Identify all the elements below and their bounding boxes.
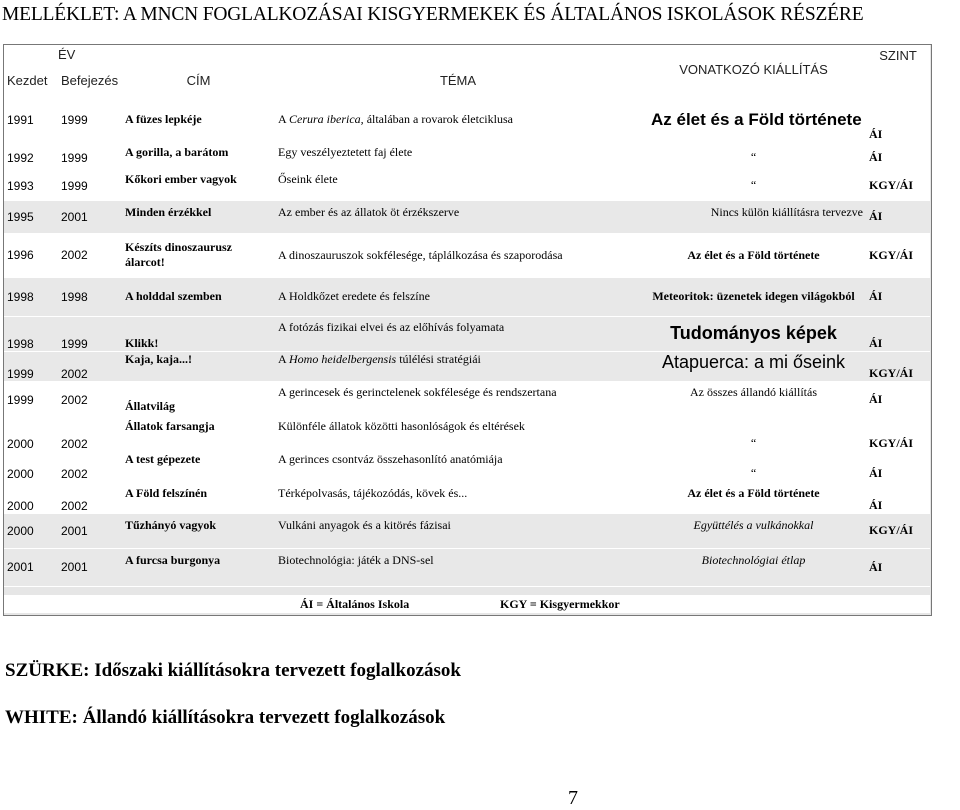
start-year: 1995 — [4, 200, 58, 233]
activity-topic: Vulkáni anyagok és a kitörés fázisai — [275, 513, 641, 548]
table-row — [4, 418, 930, 451]
activity-topic: A gerincesek és gerinctelenek sokfélesége és rendszertana — [275, 381, 641, 418]
end-year: 1999 — [58, 95, 122, 144]
activity-topic: A gerinces csontváz összehasonlító anatómiája — [275, 451, 641, 481]
related-exhibit: Tudományos képek — [641, 316, 866, 351]
related-exhibit: Az élet és a Föld története — [641, 233, 866, 277]
related-exhibit: “ — [641, 418, 866, 451]
level: ÁI — [866, 95, 930, 144]
level: KGY/ÁI — [866, 171, 930, 200]
start-year: 2000 — [4, 418, 58, 451]
activity-topic: Őseink élete — [275, 171, 641, 200]
activity-topic: Különféle állatok közötti hasonlóságok és eltérések — [275, 418, 641, 451]
activities-table — [4, 45, 930, 587]
related-exhibit: Meteoritok: üzenetek idegen világokból — [641, 277, 866, 316]
start-year: 2001 — [4, 548, 58, 586]
activity-title: A füzes lepkéje — [122, 95, 275, 144]
end-year: 1999 — [58, 171, 122, 200]
header-row-year — [4, 45, 930, 65]
start-year: 1999 — [4, 351, 58, 381]
activity-topic: Térképolvasás, tájékozódás, kövek és... — [275, 481, 641, 513]
note-gray: SZÜRKE: Időszaki kiállításokra tervezett foglalkozások — [5, 660, 461, 681]
table-row — [4, 277, 930, 316]
table-row — [4, 548, 930, 586]
start-year: 2000 — [4, 451, 58, 481]
activity-title: Tűzhányó vagyok — [122, 513, 275, 548]
start-year: 1998 — [4, 316, 58, 351]
level: ÁI — [866, 200, 930, 233]
legend-kgy: KGY = Kisgyermekkor — [500, 597, 620, 611]
activity-title: A gorilla, a barátom — [122, 144, 275, 171]
table-row — [4, 171, 930, 200]
activity-topic: A Homo heidelbergensis túlélési stratégiái — [275, 351, 641, 381]
table-row — [4, 481, 930, 513]
level: ÁI — [866, 548, 930, 586]
legend-ai: ÁI = Általános Iskola — [300, 597, 410, 611]
level: KGY/ÁI — [866, 513, 930, 548]
start-year: 1998 — [4, 277, 58, 316]
end-year: 1999 — [58, 144, 122, 171]
table-row — [4, 233, 930, 277]
end-year: 2002 — [58, 381, 122, 418]
level: ÁI — [866, 451, 930, 481]
activity-title: A test gépezete — [122, 451, 275, 481]
activity-topic: Egy veszélyeztetett faj élete — [275, 144, 641, 171]
related-exhibit: Az élet és a Föld története — [641, 481, 866, 513]
page-title: MELLÉKLET: A MNCN FOGLALKOZÁSAI KISGYERMEKEK ÉS ÁLTALÁNOS ISKOLÁSOK RÉSZÉRE — [2, 4, 864, 25]
table-row — [4, 144, 930, 171]
table-row — [4, 200, 930, 233]
level: KGY/ÁI — [866, 418, 930, 451]
end-year: 2001 — [58, 200, 122, 233]
related-exhibit: Atapuerca: a mi őseink — [641, 351, 866, 381]
table-row — [4, 95, 930, 144]
header-cim: CÍM — [122, 65, 275, 95]
level: KGY/ÁI — [866, 351, 930, 381]
start-year: 1993 — [4, 171, 58, 200]
activity-title: Kaja, kaja...! — [122, 351, 275, 381]
activity-topic: A fotózás fizikai elvei és az előhívás folyamata — [275, 316, 641, 351]
start-year: 2000 — [4, 481, 58, 513]
start-year: 1999 — [4, 381, 58, 418]
related-exhibit: “ — [641, 451, 866, 481]
table-row — [4, 316, 930, 351]
related-exhibit: Az élet és a Föld története — [641, 95, 866, 144]
level: KGY/ÁI — [866, 233, 930, 277]
activity-title: Készíts dinoszaurusz álarcot! — [122, 233, 275, 277]
activity-topic: Az ember és az állatok öt érzékszerve — [275, 200, 641, 233]
end-year: 2001 — [58, 548, 122, 586]
activity-topic: Biotechnológia: játék a DNS-sel — [275, 548, 641, 586]
start-year: 2000 — [4, 513, 58, 548]
activity-topic: A Cerura iberica, általában a rovarok életciklusa — [275, 95, 641, 144]
end-year: 2002 — [58, 451, 122, 481]
related-exhibit: Együttélés a vulkánokkal — [641, 513, 866, 548]
table-row — [4, 451, 930, 481]
level: ÁI — [866, 381, 930, 418]
table-row — [4, 513, 930, 548]
activity-title: A holddal szemben — [122, 277, 275, 316]
table-row — [4, 351, 930, 381]
activity-title: A furcsa burgonya — [122, 548, 275, 586]
level: ÁI — [866, 481, 930, 513]
header-befejezes: Befejezés — [58, 65, 122, 95]
activity-title: Klikk! — [122, 316, 275, 351]
related-exhibit: Biotechnológiai étlap — [641, 548, 866, 586]
header-kiallitas: VONATKOZÓ KIÁLLÍTÁS — [641, 45, 866, 95]
end-year: 2002 — [58, 351, 122, 381]
activity-topic: A Holdkőzet eredete és felszíne — [275, 277, 641, 316]
activity-topic: A dinoszauruszok sokfélesége, táplálkozása és szaporodása — [275, 233, 641, 277]
activity-title: Állatvilág — [122, 381, 275, 418]
activity-title: Kőkori ember vagyok — [122, 171, 275, 200]
related-exhibit: “ — [641, 144, 866, 171]
level: ÁI — [866, 316, 930, 351]
start-year: 1991 — [4, 95, 58, 144]
table-row — [4, 381, 930, 418]
related-exhibit: Az összes állandó kiállítás — [641, 381, 866, 418]
start-year: 1992 — [4, 144, 58, 171]
related-exhibit: “ — [641, 171, 866, 200]
level: ÁI — [866, 277, 930, 316]
end-year: 2002 — [58, 418, 122, 451]
related-exhibit: Nincs külön kiállításra tervezve — [641, 200, 866, 233]
header-szint: SZINT — [866, 45, 930, 95]
activity-title: A Föld felszínén — [122, 481, 275, 513]
note-white: WHITE: Állandó kiállításokra tervezett foglalkozások — [5, 707, 446, 728]
end-year: 2001 — [58, 513, 122, 548]
end-year: 2002 — [58, 481, 122, 513]
start-year: 1996 — [4, 233, 58, 277]
header-ev: ÉV — [58, 45, 122, 65]
header-tema: TÉMA — [275, 65, 641, 95]
activity-title: Minden érzékkel — [122, 200, 275, 233]
legend — [4, 595, 930, 613]
activity-title: Állatok farsangja — [122, 418, 275, 451]
end-year: 2002 — [58, 233, 122, 277]
end-year: 1999 — [58, 316, 122, 351]
header-kezdet: Kezdet — [4, 65, 58, 95]
end-year: 1998 — [58, 277, 122, 316]
level: ÁI — [866, 144, 930, 171]
page-number: 7 — [568, 787, 578, 809]
